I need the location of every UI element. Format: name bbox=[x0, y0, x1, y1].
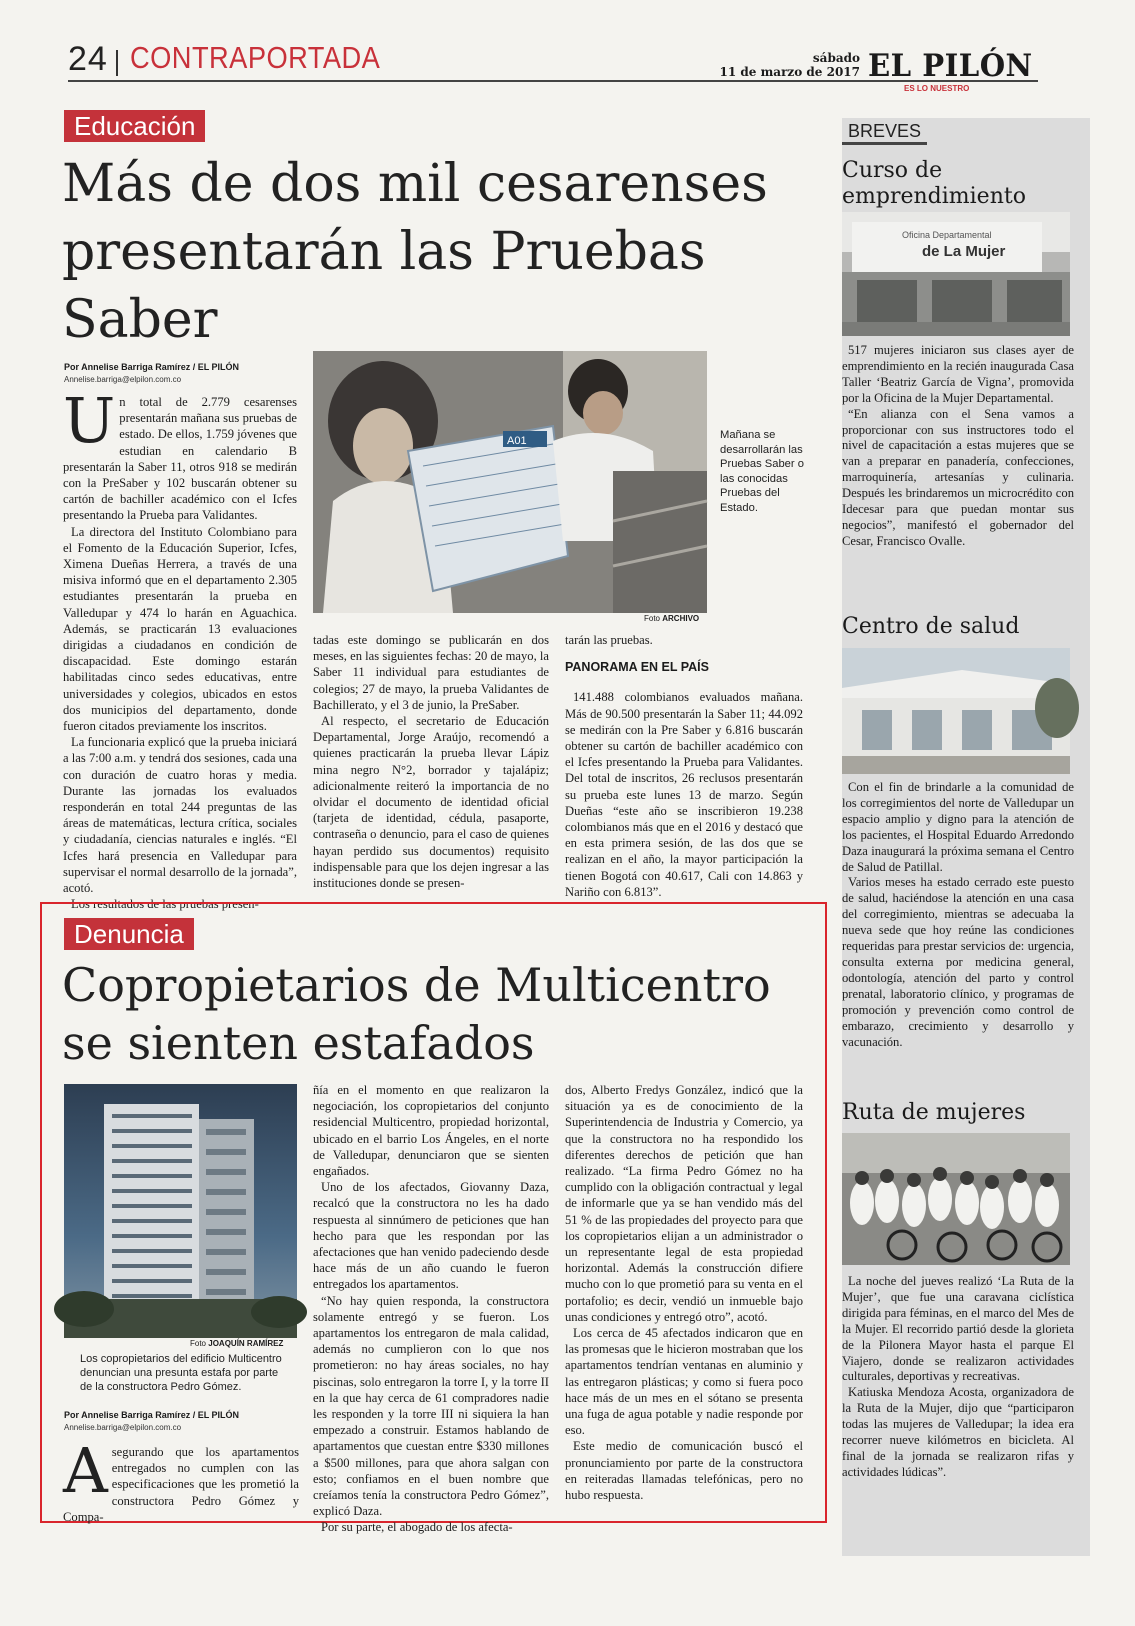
article1-headline: Más de dos mil cesarenses presentarán las Pruebas Saber bbox=[62, 154, 768, 350]
page-number-divider bbox=[116, 50, 118, 76]
breves-item3-p2: Katiuska Mendoza Acosta, organizadora de la Ruta de la Mujer, dijo que “participaron todas las mujeres de Valledupar; la idea era recorrer nueve kilómetros en bicicleta. Al final de la jornada se realizaron rifas y actividades lúdicas”. bbox=[842, 1385, 1074, 1479]
article1-byline: Por Annelise Barriga Ramírez / EL PILÓN bbox=[64, 362, 240, 372]
article1-dropcap: U bbox=[63, 384, 116, 457]
article1-column-2 bbox=[313, 632, 549, 894]
article2-col1-p1: segurando que los apartamentos entregados no cumplen con las especificaciones que les prometió la constructora Pedro Gómez y Compa- bbox=[63, 1445, 299, 1524]
office-sign-line1: Oficina Departamental bbox=[902, 230, 992, 240]
breves-item2-photo bbox=[842, 648, 1070, 774]
header-date: 11 de marzo de 2017 bbox=[719, 65, 860, 79]
office-building-illustration bbox=[842, 212, 1070, 336]
article2-email: Annelise.barriga@elpilon.com.co bbox=[64, 1423, 182, 1432]
breves-item1-p2: “En alianza con el Sena vamos a proporcionar con sus instructores todo el nivel de capacitación a estas mujeres que se van a preparar en panadería, confecciones, marroquinería, artesanías y culinaria. Después les brindaremos un microcrédito con Idecesar para que puedan montar sus negocios”, manifestó el gobernador del Cesar, Francisco Ovalle. bbox=[842, 406, 1074, 548]
article1-col1-p1: n total de 2.779 cesarenses presentarán mañana sus pruebas de estado. De ellos, 1.759 jóvenes que estudian en calendario B presentarán la Saber 11, otros 918 se medirán con la PreSaber y 102 buscarán obtener su cartón de bachiller académico con el Icfes presentando la Prueba para Validantes. bbox=[63, 395, 297, 523]
article2-col3-p3: Este medio de comunicación buscó el pronunciamiento por parte de la constructora en reiteradas llamadas telefónicas, pero no hubo respuesta. bbox=[565, 1439, 803, 1503]
article1-column-3 bbox=[565, 632, 803, 899]
breves-item2-p2: Varios meses ha estado cerrado este puesto de salud, haciéndose la atención en una casa del corregimiento, mientras se adecuaba la nueva sede que hoy reúne las condiciones requeridas para prestar servicios de: urgencia, consulta externa por medicina general, odontología, atención del parto y control prenatal, laboratorio clínico, y programas de promoción y prevención como control de embarazo, crecimiento y desarrollo y vacunación. bbox=[842, 875, 1074, 1049]
article1-col3-p1: tarán las pruebas. bbox=[565, 633, 653, 647]
article1-col1-p4: Los resultados de las pruebas presen- bbox=[71, 897, 259, 912]
breves-item1-title: Curso de emprendimiento bbox=[842, 158, 1026, 209]
health-center-illustration bbox=[842, 648, 1070, 774]
article1-photo bbox=[313, 351, 707, 613]
breves-item2-p1: Con el fin de brindarle a la comunidad de los corregimientos del norte de Valledupar un espacio amplio y digno para la atención de los pacientes, el Hospital Eduardo Arredondo Daza inaugurará la próxima semana el Centro de Salud de Patillal. bbox=[842, 780, 1074, 874]
article1-column-1 bbox=[63, 384, 297, 912]
photo-credit-name: JOAQUÍN RAMÍREZ bbox=[208, 1339, 284, 1348]
breves-item3-p1: La noche del jueves realizó ‘La Ruta de la Mujer’, que fue una caravana ciclística dirigida para féminas, en el marco del Mes de la Mujer. El recorrido partió desde la glorieta de la Pilonera Mayor hasta el parque El Viajero, donde se realizaron actividades culturales, deportivas y recreativas. bbox=[842, 1274, 1074, 1384]
section-title: CONTRAPORTADA bbox=[130, 40, 381, 75]
breves-item1-photo bbox=[842, 212, 1070, 336]
photo-credit-label: Foto bbox=[644, 614, 661, 623]
article2-col2-p1: ñía en el momento en que realizaron la negociación, los copropietarios del conjunto residencial Multicentro, propiedad horizontal, ubicado en el barrio Los Ángeles, en el norte de Valledupar, denunciaron que se sienten engañados. bbox=[313, 1083, 549, 1179]
breves-item2-title: Centro de salud bbox=[842, 614, 1020, 639]
breves-item3-text bbox=[842, 1274, 1074, 1481]
article1-subhead: PANORAMA EN EL PAÍS bbox=[565, 660, 709, 675]
building-illustration bbox=[64, 1084, 297, 1338]
article1-tag: Educación bbox=[64, 110, 205, 142]
article1-col1-p3: La funcionaria explicó que la prueba iniciará a las 7:00 a.m. y tendrá dos sesiones, cada una con duración de cuatro horas y media. Durante las jornadas los evaluados responderán en total 244 preguntas de las áreas de matemáticas, lectura crítica, sociales y ciudadanía, ciencias naturales e inglés. “El Icfes hará presencia en Valledupar para supervisar el normal desarrollo de la jornada”, acotó. bbox=[63, 735, 297, 896]
article2-tag: Denuncia bbox=[64, 918, 194, 950]
article2-col2-p3: “No hay quien responda, la constructora solamente entregó y se fueron. Los apartamentos los entregaron de mala calidad, además no cumplieron con lo que nos prometieron: no hay áreas sociales, no hay piscinas, solo entregaron la torre I, y la torre II en la que hay cerca de 61 compradores nadie les responden y la torre III ni siquiera la han empezado a construir. Estamos hablando de apartamentos que cuestan entre $330 millones a $500 millones, para que ahora salgan con esto; confiamos en el buen nombre que creíamos tenía la constructora Pedro Gómez”, explicó Daza. bbox=[313, 1293, 549, 1519]
article2-photo-caption: Los copropietarios del edificio Multicentro denuncian una presunta estafa por parte de la constructora Pedro Gómez. bbox=[80, 1353, 282, 1393]
article2-byline: Por Annelise Barriga Ramírez / EL PILÓN bbox=[64, 1410, 240, 1420]
article1-col1-p2: La directora del Instituto Colombiano para el Fomento de la Educación Superior, Icfes, Ximena Dueñas Herrera, a través de una misiva informó que en el departamento 2.305 estudiantes presentarán la prueba en Valledupar y 474 lo harán en Aguachica. Además, se practicarán 13 evaluaciones dirigidas a ciudadanos en condición de discapacidad. Este domingo estarán habilitadas cinco sedes educativas, entre universidades y colegios, ubicados en estos dos municipios del departamento, donde fueron citados previamente los inscritos. bbox=[63, 524, 297, 734]
article2-col2-p4: Por su parte, el abogado de los afecta- bbox=[321, 1520, 513, 1535]
breves-label: BREVES bbox=[842, 120, 927, 145]
article2-column-1 bbox=[63, 1434, 299, 1524]
photo-credit-label: Foto bbox=[190, 1339, 207, 1348]
breves-item1-p1: 517 mujeres iniciaron sus clases ayer de emprendimiento en la recién inaugurada Casa Taller ‘Beatriz García de Vigna’, promovida por la Oficina de la Mujer Departamental. bbox=[842, 343, 1074, 405]
article1-email: Annelise.barriga@elpilon.com.co bbox=[64, 375, 182, 384]
article1-col2-p1: tadas este domingo se publicarán en dos meses, en las siguientes fechas: 20 de mayo, la Saber 11 individual para estudiantes de colegios; 27 de mayo, la prueba Validantes de Bachillerato, y el 3 de junio, la PreSaber. bbox=[313, 633, 549, 712]
newspaper-logo: EL PILÓN bbox=[868, 48, 1033, 84]
article2-photo bbox=[64, 1084, 297, 1338]
cyclists-illustration bbox=[842, 1133, 1070, 1265]
exam-paper-code: A01 bbox=[507, 435, 527, 447]
article2-headline: Copropietarios de Multicentro se sienten estafados bbox=[62, 958, 771, 1070]
breves-item3-title: Ruta de mujeres bbox=[842, 1100, 1026, 1125]
article2-col3-p1: dos, Alberto Fredys González, indicó que la situación ya es de conocimiento de la Superintendencia de Industria y Comercio, ya que la constructora no ha respondido los diferentes derechos de petición que han realizado. “La firma Pedro Gómez no ha cumplido con la obligación contractual y legal de informarle que ya se han vendido más del 51 % de las propiedades del proyecto para que los copropietarios elijan a un administrador o un representante legal de esta propiedad horizontal. Además la construcción difiere mucho con lo que prometió para su venta en el portafolio; es decir, vendió un inmueble bajo unas condiciones y entregó otro”, acotó. bbox=[565, 1083, 803, 1324]
article2-photo-credit bbox=[190, 1339, 283, 1348]
article1-col2-p2: Al respecto, el secretario de Educación Departamental, Jorge Araújo, recomendó a quienes practicarán la prueba llevar Lápiz mina negro N°2, borrador y tajalápiz; adicionalmente reiteró la importancia de no olvidar el documento de identidad oficial (tarjeta de identidad, cédula, pasaporte, contraseña o denuncio, para el caso de quienes hayan perdido sus documentos) requisito indispensable para que los dejen ingresar a las instituciones donde se presen- bbox=[313, 714, 549, 891]
office-sign-line2: de La Mujer bbox=[922, 243, 1006, 260]
photo-credit-name: ARCHIVO bbox=[662, 614, 700, 623]
article1-photo-caption: Mañana se desarrollarán las Pruebas Saber o las conocidas Pruebas del Estado. bbox=[720, 429, 804, 514]
logo-tagline: ES LO NUESTRO bbox=[904, 84, 970, 93]
breves-item2-text bbox=[842, 780, 1074, 1050]
article2-dropcap: A bbox=[63, 1434, 108, 1507]
article1-photo-credit bbox=[644, 614, 699, 623]
article2-col2-p2: Uno de los afectados, Giovanny Daza, recalcó que la constructora no les ha dado respuesta al sinnúmero de peticiones que han hecho para que les respondan por las afectaciones que han venido padeciendo desde hace más de un año cuando le fueron entregados los apartamentos. bbox=[313, 1180, 549, 1292]
header-day: sábado bbox=[812, 51, 860, 65]
article2-column-3 bbox=[565, 1082, 803, 1512]
page-number: 24 bbox=[68, 40, 108, 78]
students-illustration bbox=[313, 351, 707, 613]
article2-col3-p2: Los cerca de 45 afectados indicaron que en las promesas que le hicieron mostraban que los apartamentos tendrían ventanas en aluminio y las entregaron plásticas; y como si fuera poco hace más de un mes en el sótano se presenta una fuga de agua potable y nadie responde por eso. bbox=[565, 1326, 803, 1438]
article2-column-2 bbox=[313, 1082, 549, 1535]
breves-item3-photo bbox=[842, 1133, 1070, 1265]
article1-col3-p2: 141.488 colombianos evaluados mañana. Más de 90.500 presentarán la Saber 11; 44.092 se medirán con la Pre Saber y 6.816 buscarán obtener su cartón de bachiller académico con el Icfes presentando la Prueba para Validantes. Del total de inscritos, 26 reclusos presentarán su prueba este lunes 13 de marzo. Según Dueñas “este año se inscribieron 19.238 colombianos más que en el 2016 y destacó que en esta primera sesión, de las dos que se realizan en el año, la mayor participación la tienen Bogotá con 40.617, Cali con 14.863 y Nariño con 6.813”. bbox=[565, 690, 803, 899]
breves-item1-text bbox=[842, 343, 1074, 550]
